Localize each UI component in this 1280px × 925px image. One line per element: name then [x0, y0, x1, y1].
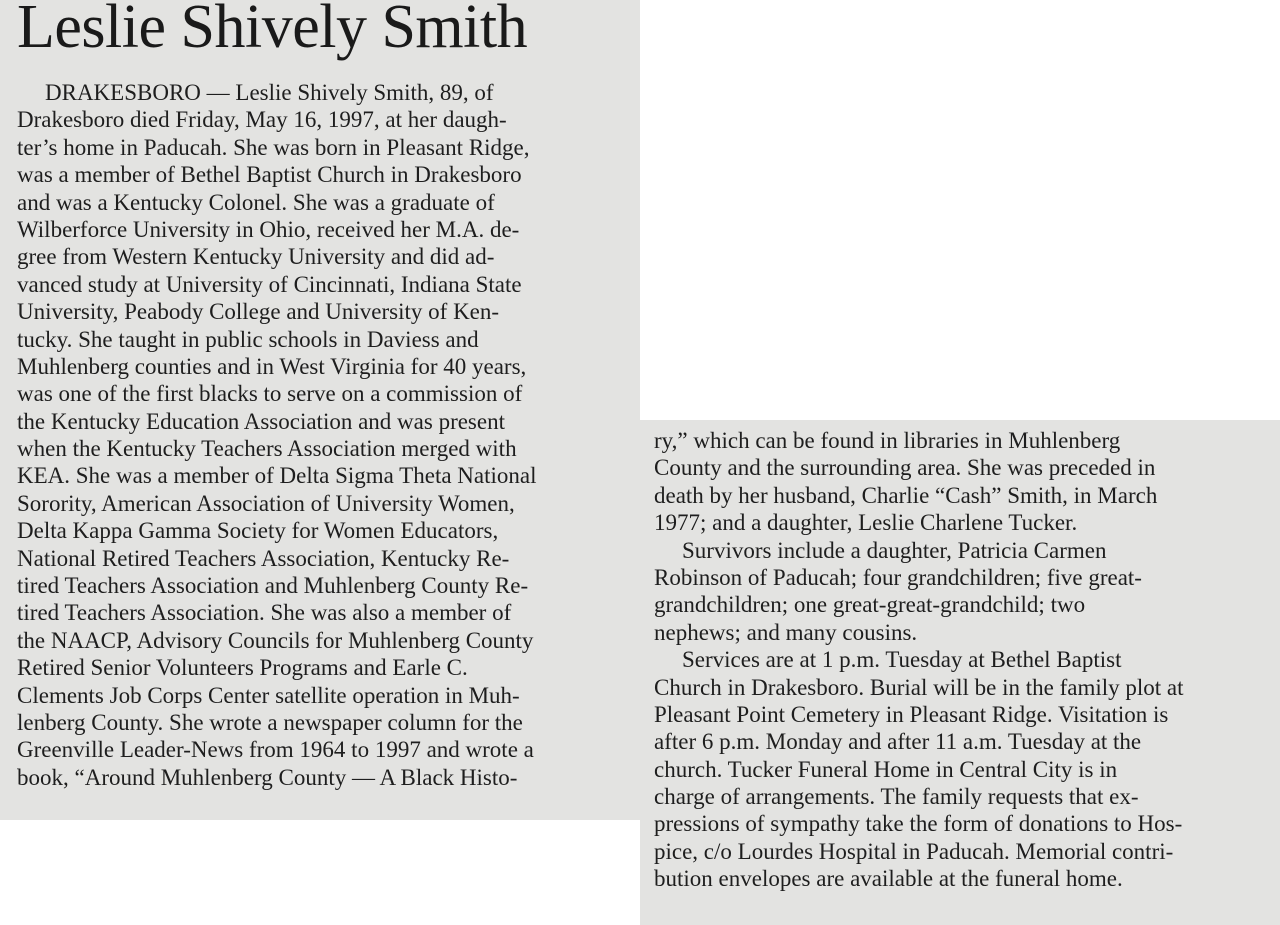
text-line: Clements Job Corps Center satellite operation in Muh- — [17, 682, 520, 708]
obituary-headline: Leslie Shively Smith — [17, 0, 528, 61]
text-line: Church in Drakesboro. Burial will be in the family plot at — [654, 674, 1184, 700]
text-line: DRAKESBORO — Leslie Shively Smith, 89, of — [45, 80, 494, 105]
text-line: was one of the first blacks to serve on a commission of — [17, 381, 523, 407]
obituary-clipping-right — [640, 420, 1280, 925]
text-line: book, “Around Muhlenberg County — A Black Histo- — [17, 764, 518, 790]
text-line: the NAACP, Advisory Councils for Muhlenberg County — [17, 627, 534, 653]
obituary-column-right — [654, 427, 1184, 893]
text-line: Pleasant Point Cemetery in Pleasant Ridge. Visitation is — [654, 701, 1169, 727]
text-line: County and the surrounding area. She was preceded in — [654, 455, 1156, 481]
text-line: tired Teachers Association and Muhlenberg County Re- — [17, 573, 529, 599]
text-line: grandchildren; one great-great-grandchild; two — [654, 592, 1086, 618]
text-line: lenberg County. She wrote a newspaper column for the — [17, 709, 523, 735]
text-line: Survivors include a daughter, Patricia Carmen — [682, 537, 1107, 563]
text-line: church. Tucker Funeral Home in Central City is in — [654, 756, 1118, 782]
obituary-clipping-left — [0, 0, 640, 820]
text-line: Delta Kappa Gamma Society for Women Educators, — [17, 518, 499, 544]
text-line: gree from Western Kentucky University and did ad- — [17, 244, 495, 270]
text-line: ry,” which can be found in libraries in Muhlenberg — [654, 428, 1121, 453]
text-line: Sorority, American Association of University Women, — [17, 490, 515, 516]
text-line: tired Teachers Association. She was also a member of — [17, 600, 512, 626]
text-line: Services are at 1 p.m. Tuesday at Bethel Baptist — [682, 647, 1122, 673]
text-line: pice, c/o Lourdes Hospital in Paducah. Memorial contri- — [654, 838, 1174, 864]
text-line: Greenville Leader-News from 1964 to 1997 and wrote a — [17, 737, 534, 763]
text-line: was a member of Bethel Baptist Church in Drakesboro — [17, 162, 522, 188]
obituary-column-left — [17, 79, 537, 791]
text-line: 1977; and a daughter, Leslie Charlene Tucker. — [654, 510, 1078, 536]
text-line: death by her husband, Charlie “Cash” Smith, in March — [654, 482, 1158, 508]
text-line: Wilberforce University in Ohio, received her M.A. de- — [17, 216, 520, 242]
text-line: and was a Kentucky Colonel. She was a graduate of — [17, 189, 495, 215]
text-line: Retired Senior Volunteers Programs and Earle C. — [17, 655, 468, 681]
text-line: vanced study at University of Cincinnati, Indiana State — [17, 271, 522, 297]
text-line: after 6 p.m. Monday and after 11 a.m. Tuesday at the — [654, 729, 1142, 755]
text-line: the Kentucky Education Association and was present — [17, 408, 505, 434]
text-line: tucky. She taught in public schools in Daviess and — [17, 326, 479, 352]
text-line: ter’s home in Paducah. She was born in Pleasant Ridge, — [17, 134, 530, 160]
text-line: when the Kentucky Teachers Association merged with — [17, 436, 517, 462]
text-line: National Retired Teachers Association, Kentucky Re- — [17, 545, 510, 571]
text-line: Drakesboro died Friday, May 16, 1997, at her daugh- — [17, 107, 507, 133]
text-line: charge of arrangements. The family requests that ex- — [654, 784, 1139, 810]
text-line: bution envelopes are available at the funeral home. — [654, 866, 1123, 892]
text-line: nephews; and many cousins. — [654, 619, 918, 645]
text-line: pressions of sympathy take the form of donations to Hos- — [654, 811, 1183, 837]
text-line: Robinson of Paducah; four grandchildren; five great- — [654, 564, 1142, 590]
text-line: University, Peabody College and University of Ken- — [17, 299, 500, 325]
text-line: Muhlenberg counties and in West Virginia for 40 years, — [17, 353, 527, 379]
text-line: KEA. She was a member of Delta Sigma Theta National — [17, 463, 537, 489]
